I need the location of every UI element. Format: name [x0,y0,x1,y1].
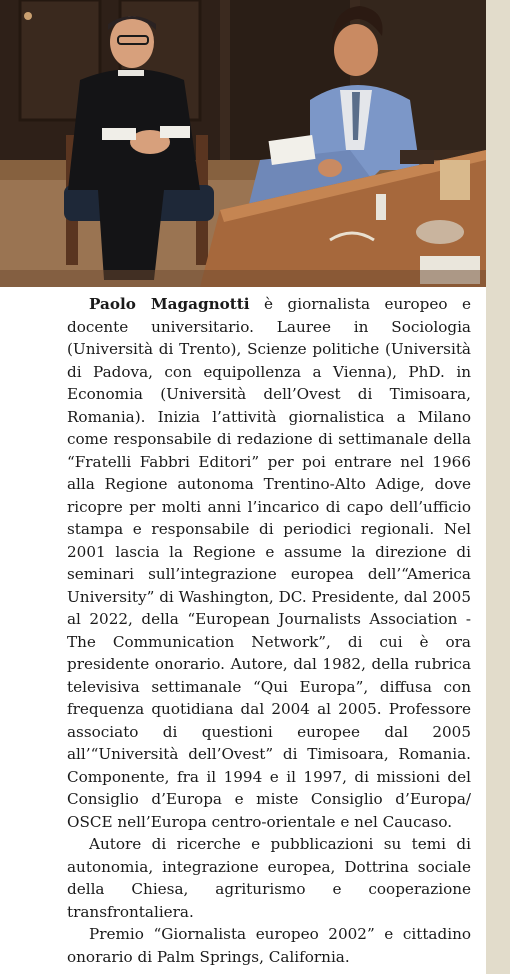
bio-paragraph-1 [67,293,471,833]
bio-paragraph-2: Autore di ricerche e pubblicazioni su temi di autonomia, integrazione europea, Dottrina sociale della Chiesa, agriturismo e cooperazione transfrontaliera. [67,835,471,921]
photo-illustration [0,0,486,287]
page-edge-strip [486,0,510,974]
author-name: Paolo Magagnotti [89,295,250,313]
biography-text [67,293,471,968]
bio-paragraph-3: Premio “Giornalista europeo 2002” e cittadino onorario di Palm Springs, California. [67,925,471,966]
bio-paragraph-1-text: è giornalista europeo e docente universitario. Lauree in Sociologia (Università di Trento), Scienze politiche (Università di Padova, con equipollenza a Vienna), PhD. in Economia (Università dell’Ovest di Timisoara, Romania). Inizia l’attività giornalistica a Milano come responsabile di redazione di settimanale della “Fratelli Fabbri Editori” per poi entrare nel 1966 alla Regione autonoma Trentino-Alto Adige, dove ricopre per molti anni l’incarico di capo dell’ufficio stampa e responsabile di periodici regionali. Nel 2001 lascia la Regione e assume la direzione di seminari sull’integrazione europea dell’“America University” di Washington, DC. Presidente, dal 2005 al 2022, della “European Journalists Association - The Communication Network”, di cui è ora presidente onorario. Autore, dal 1982, della rubrica televisiva settimanale “Qui Europa”, diffusa con frequenza quotidiana dal 2004 al 2005. Professore associato di questioni europee dal 2005 all’“Università dell’Ovest” di Timisoara, Romania. Componente, fra il 1994 e il 1997, di missioni del Consiglio d’Europa e miste Consiglio d’Europa/ OSCE nell’Europa centro-orientale e nel Caucaso. [67,295,471,831]
author-photo [0,0,486,287]
